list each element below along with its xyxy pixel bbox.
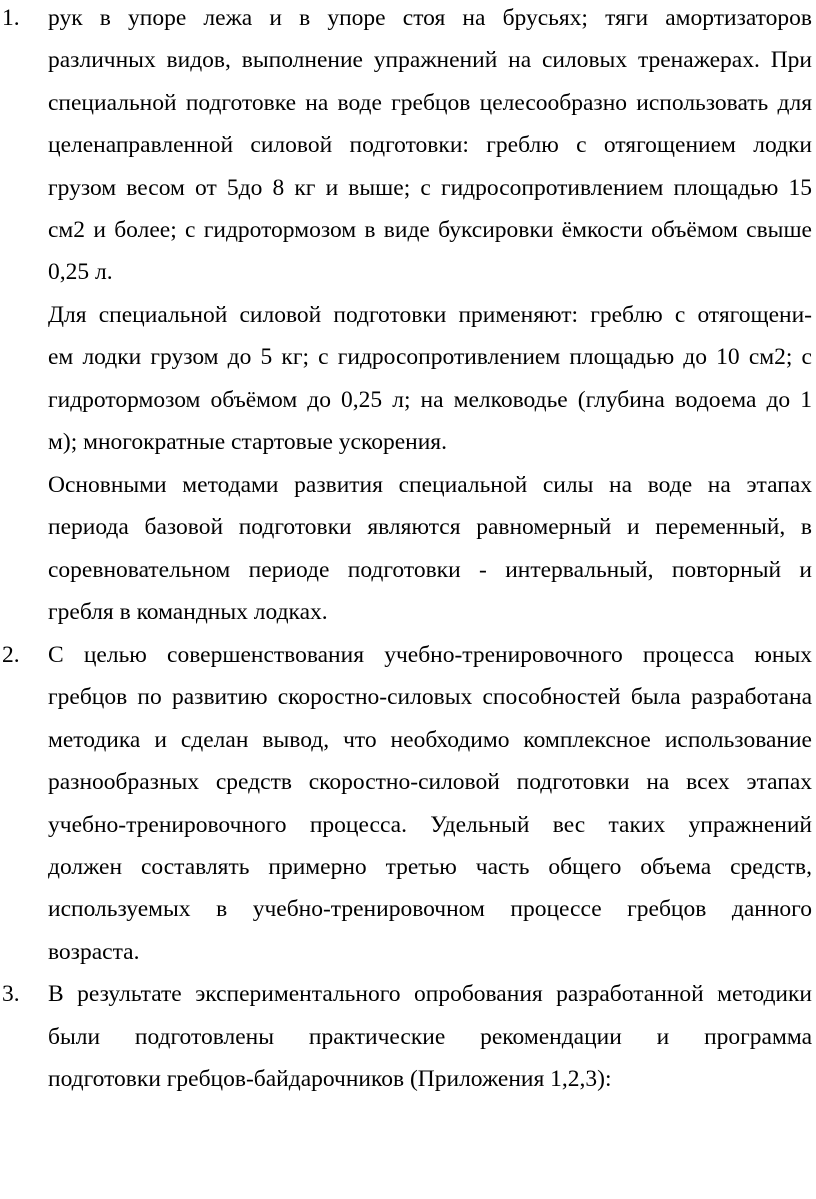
paragraph-line: 0,25 л. bbox=[48, 259, 113, 285]
paragraph-line: используемых в учебно-тренировочном процессе гребцов данного bbox=[48, 896, 812, 922]
paragraph-line: различных видов, выполнение упражнений на силовых тренажерах. При bbox=[48, 47, 812, 73]
paragraph-line: учебно-тренировочного процесса. Удельный вес таких упражнений bbox=[48, 812, 812, 838]
paragraph-line: Основными методами развития специальной силы на воде на этапах bbox=[48, 472, 812, 498]
paragraph-line: см2 и более; с гидротормозом в виде буксировки ёмкости объёмом свыше bbox=[48, 217, 812, 243]
paragraph-line: грузом весом от 5до 8 кг и выше; с гидросопротивлением площадью 15 bbox=[48, 175, 812, 201]
paragraph-line: соревновательном периоде подготовки - интервальный, повторный и bbox=[48, 557, 812, 583]
paragraph-line: периода базовой подготовки являются равномерный и переменный, в bbox=[48, 514, 812, 540]
paragraph-line: м); многократные стартовые ускорения. bbox=[48, 429, 447, 455]
paragraph-line: были подготовлены практические рекомендации и программа bbox=[48, 1024, 812, 1050]
paragraph-line: подготовки гребцов-байдарочников (Приложения 1,2,3): bbox=[48, 1066, 612, 1092]
paragraph-line: гребля в командных лодках. bbox=[48, 599, 328, 625]
paragraph-line: целенаправленной силовой подготовки: греблю с отягощением лодки bbox=[48, 132, 812, 158]
list-number-1: 1. bbox=[2, 5, 20, 31]
paragraph-line: должен составлять примерно третью часть общего объема средств, bbox=[48, 854, 812, 880]
paragraph-line: возраста. bbox=[48, 939, 140, 965]
list-number-3: 3. bbox=[2, 981, 20, 1007]
paragraph-line: специальной подготовке на воде гребцов целесообразно использовать для bbox=[48, 90, 812, 116]
paragraph-line: ем лодки грузом до 5 кг; с гидросопротивлением площадью до 10 см2; с bbox=[48, 344, 812, 370]
list-number-2: 2. bbox=[2, 642, 20, 668]
paragraph-line: Для специальной силовой подготовки применяют: греблю с отягощени- bbox=[48, 302, 812, 328]
paragraph-line: гидротормозом объёмом до 0,25 л; на мелководье (глубина водоема до 1 bbox=[48, 387, 812, 413]
paragraph-line: гребцов по развитию скоростно-силовых способностей была разработана bbox=[48, 684, 812, 710]
paragraph-line: разнообразных средств скоростно-силовой подготовки на всех этапах bbox=[48, 769, 812, 795]
paragraph-line: методика и сделан вывод, что необходимо комплексное использование bbox=[48, 727, 812, 753]
paragraph-line: С целью совершенствования учебно-тренировочного процесса юных bbox=[48, 642, 812, 668]
paragraph-line: рук в упоре лежа и в упоре стоя на брусьях; тяги амортизаторов bbox=[48, 5, 812, 31]
paragraph-line: В результате экспериментального опробования разработанной методики bbox=[48, 981, 812, 1007]
